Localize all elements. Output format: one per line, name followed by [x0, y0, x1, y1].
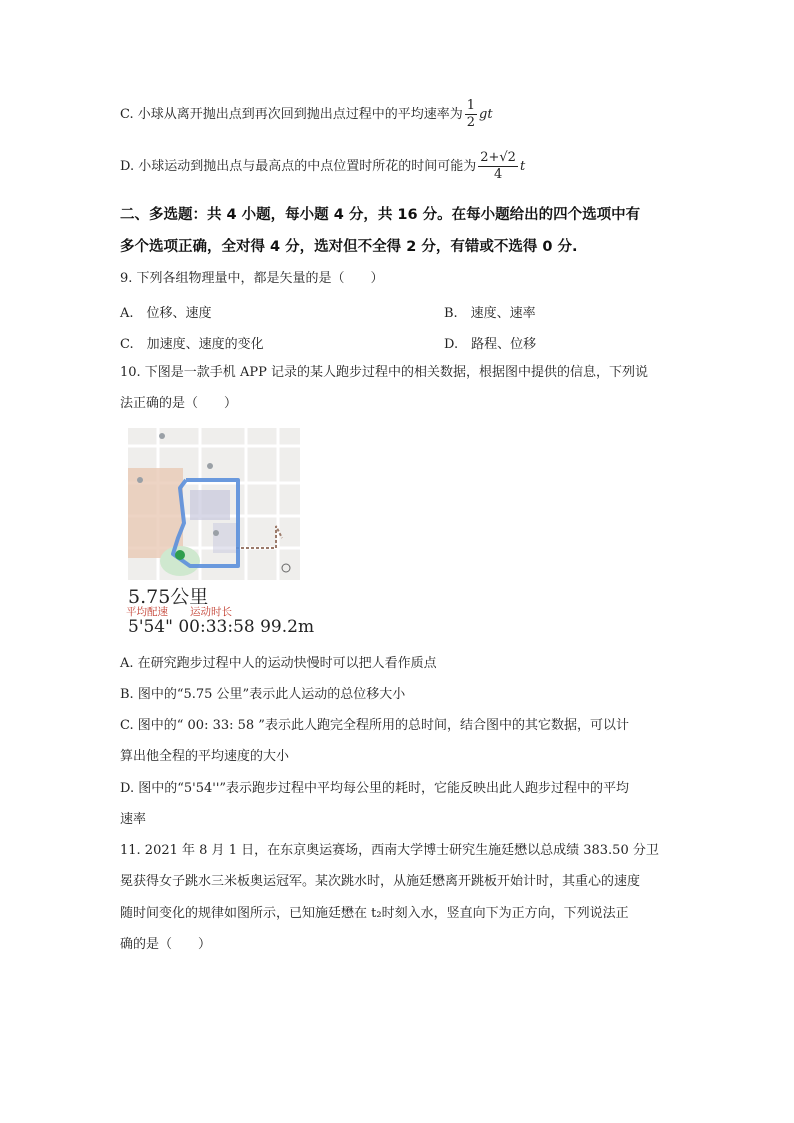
q10-stem-line1: 10. 下图是一款手机 APP 记录的某人跑步过程中的相关数据，根据图中提供的信息，下列说: [120, 365, 648, 380]
option-d-prev: [120, 150, 525, 183]
q9-option-b: B. 速度、速率: [444, 306, 536, 321]
map-graphic: [128, 428, 300, 580]
q10-option-c-line2: 算出他全程的平均速度的大小: [120, 749, 290, 764]
formula-t: t: [519, 159, 526, 174]
option-c-prev: [120, 98, 493, 131]
option-c-prev-text: C. 小球从离开抛出点到再次回到抛出点过程中的平均速率为: [120, 107, 463, 122]
q10-stem-line2: 法正确的是（ ）: [120, 396, 238, 411]
q11-line3: 随时间变化的规律如图所示，已知施廷懋在 t₂时刻入水，竖直向下为正方向，下列说法正: [120, 906, 629, 921]
label-average-pace: 平均配速: [126, 606, 168, 618]
q10-option-a: A. 在研究跑步过程中人的运动快慢时可以把人看作质点: [120, 656, 437, 671]
q9-option-a: A. 位移、速度: [120, 306, 212, 321]
q9-option-c: C. 加速度、速度的变化: [120, 337, 264, 352]
label-duration: 运动时长: [190, 606, 232, 618]
q10-option-c-line1: C. 图中的“ 00: 33: 58 ”表示此人跑完全程所用的总时间，结合图中的其它数据，可以计: [120, 718, 629, 733]
section-heading-line1: 二、多选题：共 4 小题，每小题 4 分，共 16 分。在每小题给出的四个选项中有: [120, 207, 641, 223]
section-heading-line2: 多个选项正确，全对得 4 分，选对但不全得 2 分，有错或不选得 0 分.: [120, 239, 578, 255]
q10-option-d-line1: D. 图中的“5'54''”表示跑步过程中平均每公里的耗时，它能反映出此人跑步过程中的平均: [120, 781, 630, 796]
q9-stem: 9. 下列各组物理量中，都是矢量的是（ ）: [120, 271, 384, 286]
q10-option-b: B. 图中的“5.75 公里”表示此人运动的总位移大小: [120, 687, 406, 702]
running-route-map: [128, 428, 300, 580]
q11-line2: 冕获得女子跳水三米板奥运冠军。某次跳水时，从施廷懋离开跳板开始计时，其重心的速度: [120, 874, 641, 889]
formula-gt: gt: [479, 107, 493, 122]
q10-option-d-line2: 速率: [120, 812, 147, 827]
q11-line4: 确的是（ ）: [120, 937, 212, 952]
q9-option-d: D. 路程、位移: [444, 337, 537, 352]
run-stats-values: 5'54" 00:33:58 99.2m: [128, 617, 315, 637]
fraction-time: $\frac{2+√2}{4}$: [480, 150, 516, 182]
q11-line1: 11. 2021 年 8 月 1 日，在东京奥运赛场，西南大学博士研究生施廷懋以总成绩 383.50 分卫: [120, 843, 659, 858]
option-d-prev-text: D. 小球运动到抛出点与最高点的中点位置时所花的时间可能为: [120, 159, 477, 174]
distance-value: 5.75公里: [128, 586, 209, 608]
fraction-half: $\frac{1}{2}$: [466, 98, 476, 130]
